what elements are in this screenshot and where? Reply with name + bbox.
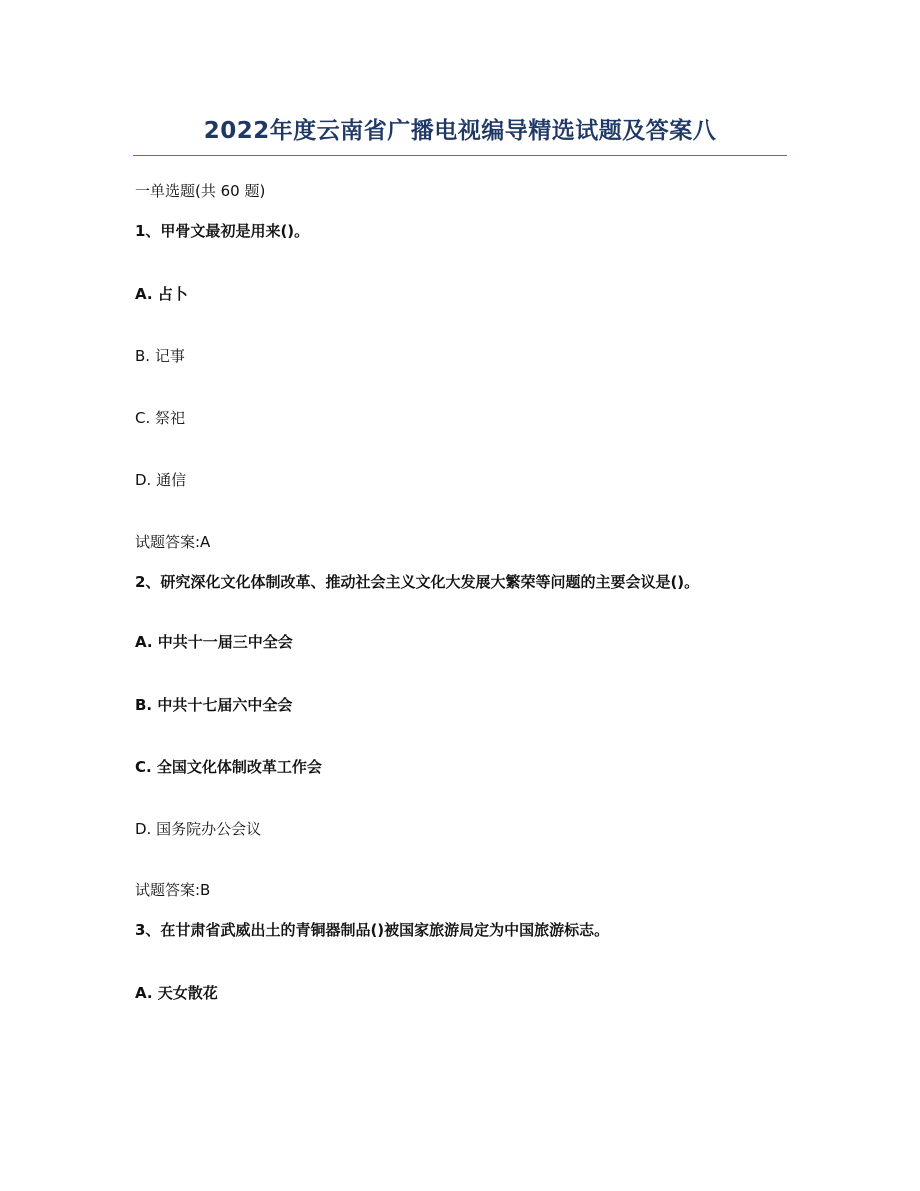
question-3-stem: 3、在甘肃省武威出土的青铜器制品()被国家旅游局定为中国旅游标志。 xyxy=(135,921,610,939)
question-1-option-b: B. 记事 xyxy=(135,347,185,365)
document-title: 2022年度云南省广播电视编导精选试题及答案八 xyxy=(203,118,717,144)
section-heading: 一单选题(共 60 题) xyxy=(135,182,266,200)
question-2-option-c: C. 全国文化体制改革工作会 xyxy=(135,758,322,776)
question-2-option-d: D. 国务院办公会议 xyxy=(135,820,262,838)
question-1-option-c: C. 祭祀 xyxy=(135,409,186,427)
question-2-option-b: B. 中共十七届六中全会 xyxy=(135,696,293,714)
title-underline xyxy=(133,155,787,156)
question-1-stem: 1、甲骨文最初是用来()。 xyxy=(135,222,310,240)
question-1-option-a: A. 占卜 xyxy=(135,285,188,303)
question-1-answer: 试题答案:A xyxy=(135,533,211,551)
question-1-option-d: D. 通信 xyxy=(135,471,187,489)
question-2-answer: 试题答案:B xyxy=(135,881,211,899)
question-3-option-a: A. 天女散花 xyxy=(135,984,218,1002)
question-2-stem: 2、研究深化文化体制改革、推动社会主义文化大发展大繁荣等问题的主要会议是()。 xyxy=(135,573,700,591)
question-2-option-a: A. 中共十一届三中全会 xyxy=(135,633,293,651)
